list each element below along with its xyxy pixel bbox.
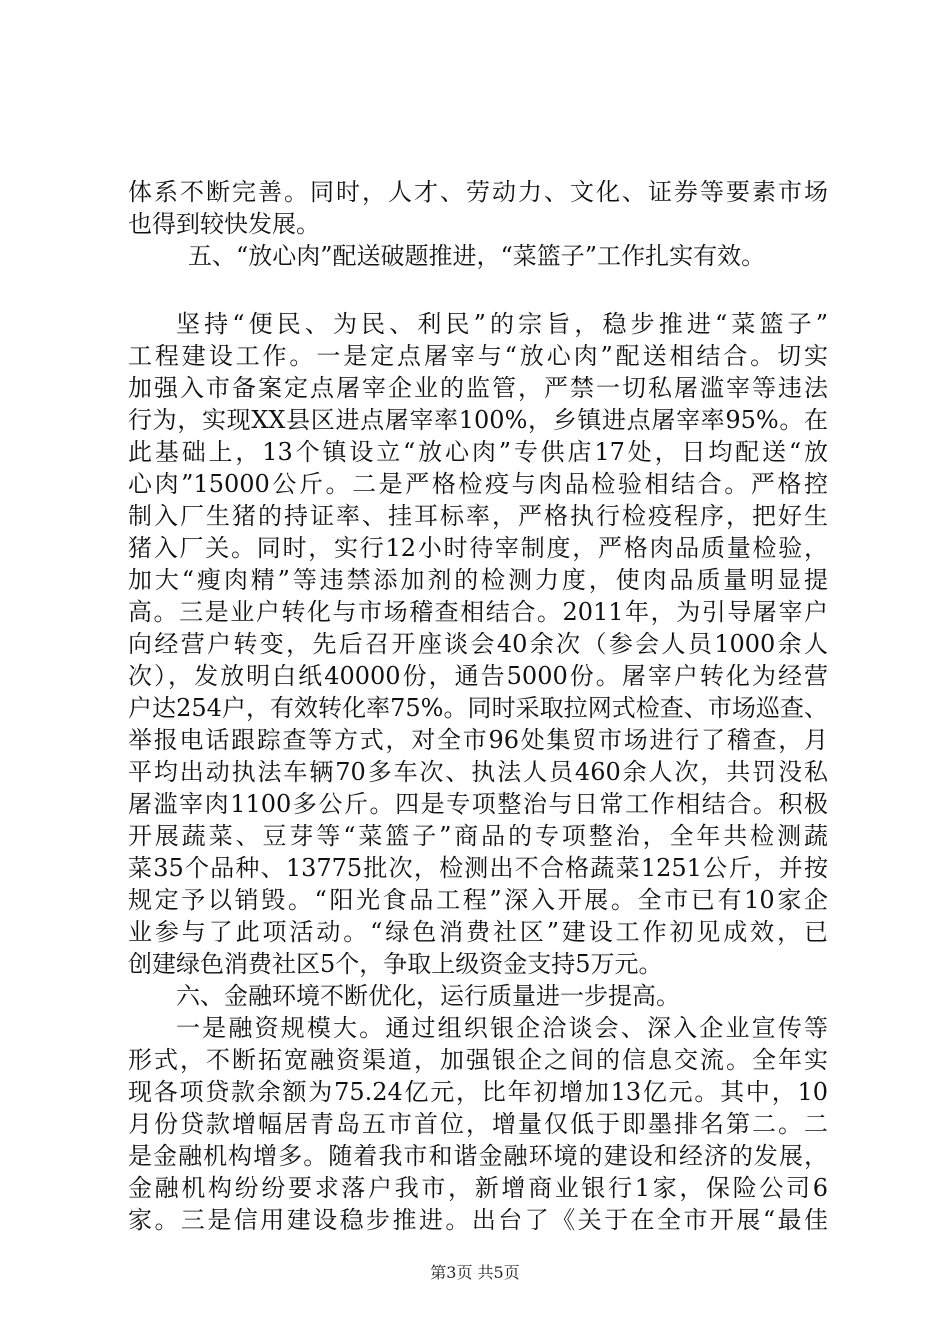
section-heading: 六、金融环境不断优化，运行质量进一步提高。 — [176, 982, 680, 1010]
text-line: 平均出动执法车辆70多车次、执法人员460余人次，共罚没私 — [128, 758, 828, 786]
text-line: 业参与了此项活动。“绿色消费社区”建设工作初见成效，已 — [128, 918, 828, 946]
text-line: 形式，不断拓宽融资渠道，加强银企之间的信息交流。全年实 — [128, 1046, 828, 1074]
text-line: 加强入市备案定点屠宰企业的监管，严禁一切私屠滥宰等违法 — [128, 374, 828, 402]
text-line: 家。三是信用建设稳步推进。出台了《关于在全市开展“最佳 — [128, 1206, 828, 1234]
text-line: 体系不断完善。同时，人才、劳动力、文化、证券等要素市场 — [128, 178, 828, 206]
text-line: 菜35个品种、13775批次，检测出不合格蔬菜1251公斤，并按 — [128, 854, 828, 882]
section-heading: 五、“放心肉”配送破题推进，“菜篮子”工作扎实有效。 — [188, 242, 766, 270]
text-line: 次），发放明白纸40000份，通告5000份。屠宰户转化为经营 — [128, 662, 828, 690]
text-line: 也得到较快发展。 — [128, 210, 320, 238]
text-line: 工程建设工作。一是定点屠宰与“放心肉”配送相结合。切实 — [128, 342, 828, 370]
text-line: 制入厂生猪的持证率、挂耳标率，严格执行检疫程序，把好生 — [128, 502, 828, 530]
text-line: 现各项贷款余额为75.24亿元，比年初增加13亿元。其中，10 — [128, 1078, 828, 1106]
text-line: 加大“瘦肉精”等违禁添加剂的检测力度，使肉品质量明显提 — [128, 566, 828, 594]
text-line: 屠滥宰肉1100多公斤。四是专项整治与日常工作相结合。积极 — [128, 790, 828, 818]
text-line: 一是融资规模大。通过组织银企洽谈会、深入企业宣传等 — [176, 1014, 828, 1042]
text-line: 是金融机构增多。随着我市和谐金融环境的建设和经济的发展， — [128, 1142, 828, 1170]
text-line: 坚持“便民、为民、利民”的宗旨，稳步推进“菜篮子” — [176, 310, 828, 338]
text-line: 向经营户转变，先后召开座谈会40余次（参会人员1000余人 — [128, 630, 828, 658]
text-line: 猪入厂关。同时，实行12小时待宰制度，严格肉品质量检验， — [128, 534, 828, 562]
text-line: 金融机构纷纷要求落户我市，新增商业银行1家，保险公司6 — [128, 1174, 828, 1202]
text-line: 举报电话跟踪查等方式，对全市96处集贸市场进行了稽查，月 — [128, 726, 828, 754]
text-line: 开展蔬菜、豆芽等“菜篮子”商品的专项整治，全年共检测蔬 — [128, 822, 828, 850]
page-number-footer: 第3页 共5页 — [430, 1263, 520, 1282]
paragraph-gap — [128, 272, 828, 308]
text-line: 心肉”15000公斤。二是严格检疫与肉品检验相结合。严格控 — [128, 470, 828, 498]
text-line: 高。三是业户转化与市场稽查相结合。2011年，为引导屠宰户 — [128, 598, 828, 626]
text-line: 规定予以销毁。“阳光食品工程”深入开展。全市已有10家企 — [128, 886, 828, 914]
text-line: 行为，实现XX县区进点屠宰率100%，乡镇进点屠宰率95%。在 — [128, 406, 828, 434]
text-line: 此基础上，13个镇设立“放心肉”专供店17处，日均配送“放 — [128, 438, 828, 466]
text-line: 创建绿色消费社区5个，争取上级资金支持5万元。 — [128, 950, 663, 978]
document-body — [128, 176, 828, 1236]
text-line: 月份贷款增幅居青岛五市首位，增量仅低于即墨排名第二。二 — [128, 1110, 828, 1138]
text-line: 户达254户，有效转化率75%。同时采取拉网式检查、市场巡查、 — [128, 694, 828, 722]
